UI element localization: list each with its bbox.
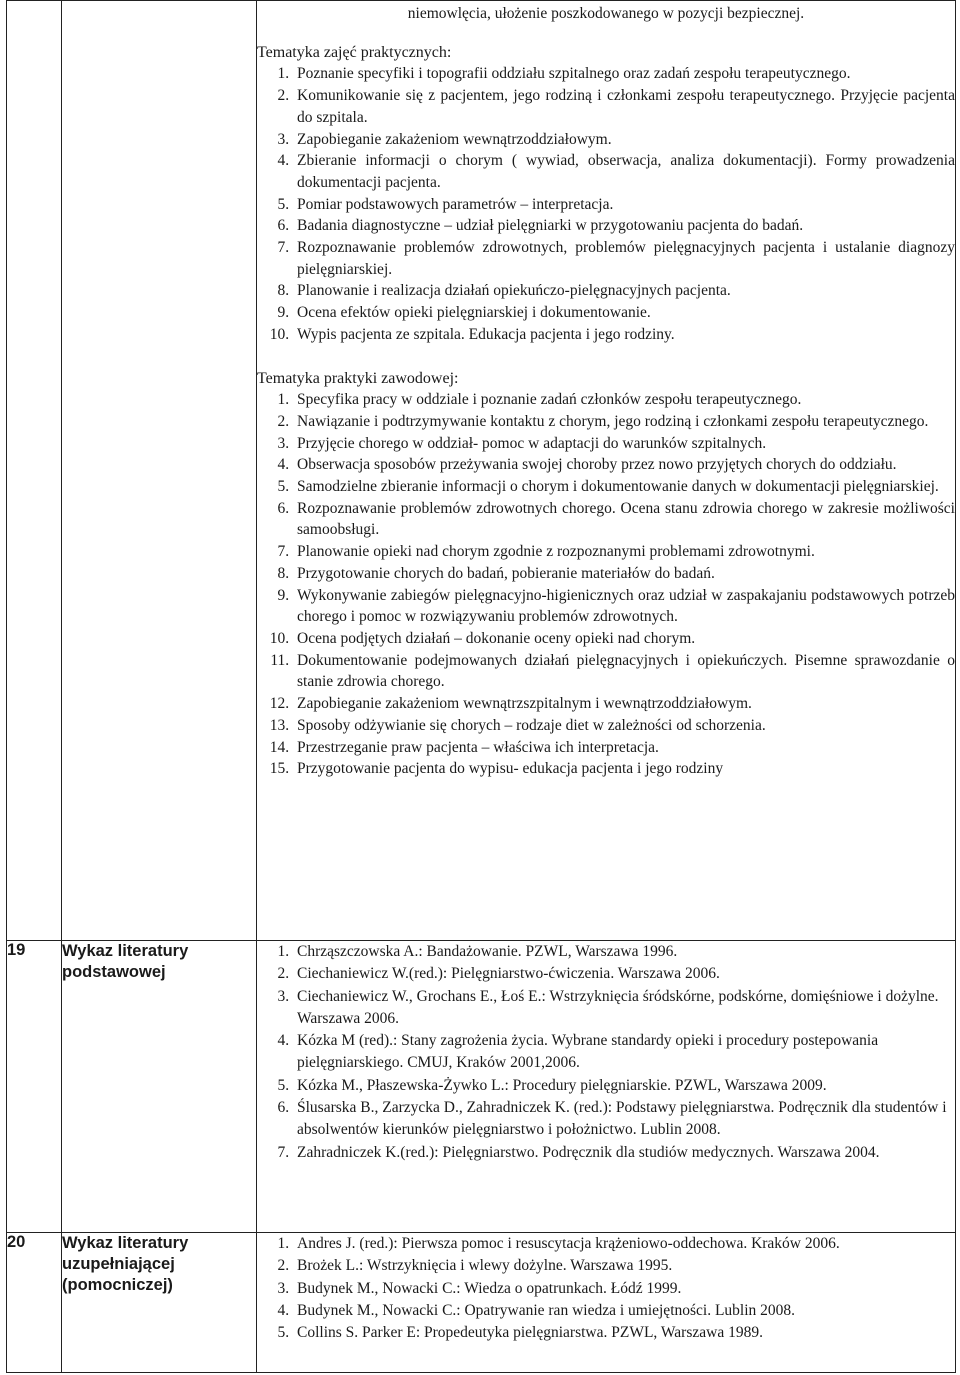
professional-topic-item: 15. Przygotowanie pacjenta do wypisu- edukacja pacjenta i jego rodziny [293, 758, 955, 780]
row-number: 20 [7, 1233, 62, 1373]
literature-item: 3. Budynek M., Nowacki C.: Wiedza o opatrunkach. Łódź 1999. [293, 1278, 955, 1300]
literature-item: 7. Zahradniczek K.(red.): Pielęgniarstwo. Podręcznik dla studiów medycznych. Warszawa 2004. [293, 1142, 955, 1164]
practical-topics-list [257, 63, 955, 345]
row-number: 19 [7, 941, 62, 1233]
professional-heading: Tematyka praktyki zawodowej: [257, 369, 459, 387]
practical-topic-item: 3. Zapobieganie zakażeniom wewnątrzoddziałowym. [293, 129, 955, 151]
literature-item: 5. Collins S. Parker E: Propedeutyka pielęgniarstwa. PZWL, Warszawa 1989. [293, 1322, 955, 1344]
professional-topic-item: 11. Dokumentowanie podejmowanych działań pielęgnacyjnych i opiekuńczych. Pisemne sprawozdanie o stanie zdrowia chorego. [293, 650, 955, 693]
row-20 [7, 1233, 956, 1373]
professional-topic-item: 5. Samodzielne zbieranie informacji o chorym i dokumentowanie danych w dokumentacji pielęgniarskiej. [293, 476, 955, 498]
literature-item: 1. Chrząszczowska A.: Bandażowanie. PZWL, Warszawa 1996. [293, 941, 955, 963]
professional-topic-item: 13. Sposoby odżywianie się chorych – rodzaje diet w zależności od schorzenia. [293, 715, 955, 737]
basic-literature-cell [257, 941, 956, 1233]
professional-topic-item: 3. Przyjęcie chorego w oddział- pomoc w adaptacji do warunków szpitalnych. [293, 433, 955, 455]
literature-item: 4. Budynek M., Nowacki C.: Opatrywanie ran wiedza i umiejętności. Lublin 2008. [293, 1300, 955, 1322]
empty-label-cell [62, 1, 257, 941]
practical-topic-item: 4. Zbieranie informacji o chorym ( wywiad, obserwacja, analiza dokumentacji). Formy prowadzenia dokumentacji pacjenta. [293, 150, 955, 193]
practical-heading: Tematyka zajęć praktycznych: [257, 43, 452, 61]
empty-number-cell [7, 1, 62, 941]
practical-topic-item: 9. Ocena efektów opieki pielęgniarskiej i dokumentowanie. [293, 302, 955, 324]
literature-item: 6. Ślusarska B., Zarzycka D., Zahradniczek K. (red.): Podstawy pielęgniarstwa. Podręcznik dla studentów i absolwentów kierunków pielęgniarstwo i położnictwo. Lublin 2008. [293, 1097, 955, 1142]
professional-topic-item: 1. Specyfika pracy w oddziale i poznanie zadań członków zespołu terapeutycznego. [293, 389, 955, 411]
practical-topic-item: 6. Badania diagnostyczne – udział pielęgniarki w przygotowaniu pacjenta do badań. [293, 215, 955, 237]
literature-item: 3. Ciechaniewicz W., Grochans E., Łoś E.: Wstrzyknięcia śródskórne, podskórne, domięśniowe i dożylne. Warszawa 2006. [293, 986, 955, 1031]
professional-topic-item: 7. Planowanie opieki nad chorym zgodnie z rozpoznanymi problemami zdrowotnymi. [293, 541, 955, 563]
practical-topic-item: 8. Planowanie i realizacja działań opiekuńczo-pielęgnacyjnych pacjenta. [293, 280, 955, 302]
practical-topic-item: 2. Komunikowanie się z pacjentem, jego rodziną i członkami zespołu terapeutycznego. Przyjęcie pacjenta do szpitala. [293, 85, 955, 128]
literature-item: 1. Andres J. (red.): Pierwsza pomoc i resuscytacja krążeniowo-oddechowa. Kraków 2006. [293, 1233, 955, 1255]
basic-literature-list [257, 941, 955, 1164]
professional-topics-list [257, 389, 955, 780]
practical-topic-item: 10. Wypis pacjenta ze szpitala. Edukacja pacjenta i jego rodziny. [293, 324, 955, 346]
literature-item: 2. Brożek L.: Wstrzyknięcia i wlewy dożylne. Warszawa 1995. [293, 1255, 955, 1277]
professional-topic-item: 6. Rozpoznawanie problemów zdrowotnych chorego. Ocena stanu zdrowia chorego w zakresie możliwości samoobsługi. [293, 498, 955, 541]
row-19 [7, 941, 956, 1233]
practical-topic-item: 5. Pomiar podstawowych parametrów – interpretacja. [293, 194, 955, 216]
row-label: Wykaz literatury podstawowej [62, 941, 257, 1233]
supplementary-literature-list [257, 1233, 955, 1344]
syllabus-table [6, 0, 956, 1373]
topics-cell [257, 1, 956, 941]
literature-item: 2. Ciechaniewicz W.(red.): Pielęgniarstwo-ćwiczenia. Warszawa 2006. [293, 963, 955, 985]
supplementary-literature-cell [257, 1233, 956, 1373]
professional-topic-item: 4. Obserwacja sposobów przeżywania swojej choroby przez nowo przyjętych chorych do oddziału. [293, 454, 955, 476]
professional-topic-item: 10. Ocena podjętych działań – dokonanie oceny opieki nad chorym. [293, 628, 955, 650]
professional-topic-item: 8. Przygotowanie chorych do badań, pobieranie materiałów do badań. [293, 563, 955, 585]
practical-topic-item: 7. Rozpoznawanie problemów zdrowotnych, problemów pielęgnacyjnych pacjenta i ustalanie diagnozy pielęgniarskiej. [293, 237, 955, 280]
professional-topic-item: 12. Zapobieganie zakażeniom wewnątrzszpitalnym i wewnątrzoddziałowym. [293, 693, 955, 715]
practical-topic-item: 1. Poznanie specyfiki i topografii oddziału szpitalnego oraz zadań zespołu terapeutycznego. [293, 63, 955, 85]
row-label: Wykaz literatury uzupełniającej (pomocniczej) [62, 1233, 257, 1373]
topics-row [7, 1, 956, 941]
continued-text: niemowlęcia, ułożenie poszkodowanego w pozycji bezpiecznej. [407, 5, 805, 22]
literature-item: 4. Kózka M (red).: Stany zagrożenia życia. Wybrane standardy opieki i procedury postepowania pielęgniarskiego. CMUJ, Kraków 2001,2006. [293, 1030, 955, 1075]
professional-topic-item: 9. Wykonywanie zabiegów pielęgnacyjno-higienicznych oraz udział w zaspakajaniu podstawowych potrzeb chorego i pomoc w rozwiązywaniu problemów zdrowotnych. [293, 585, 955, 628]
literature-item: 5. Kózka M., Płaszewska-Żywko L.: Procedury pielęgniarskie. PZWL, Warszawa 2009. [293, 1075, 955, 1097]
professional-topic-item: 14. Przestrzeganie praw pacjenta – właściwa ich interpretacja. [293, 737, 955, 759]
professional-topic-item: 2. Nawiązanie i podtrzymywanie kontaktu z chorym, jego rodziną i członkami zespołu terapeutycznego. [293, 411, 955, 433]
